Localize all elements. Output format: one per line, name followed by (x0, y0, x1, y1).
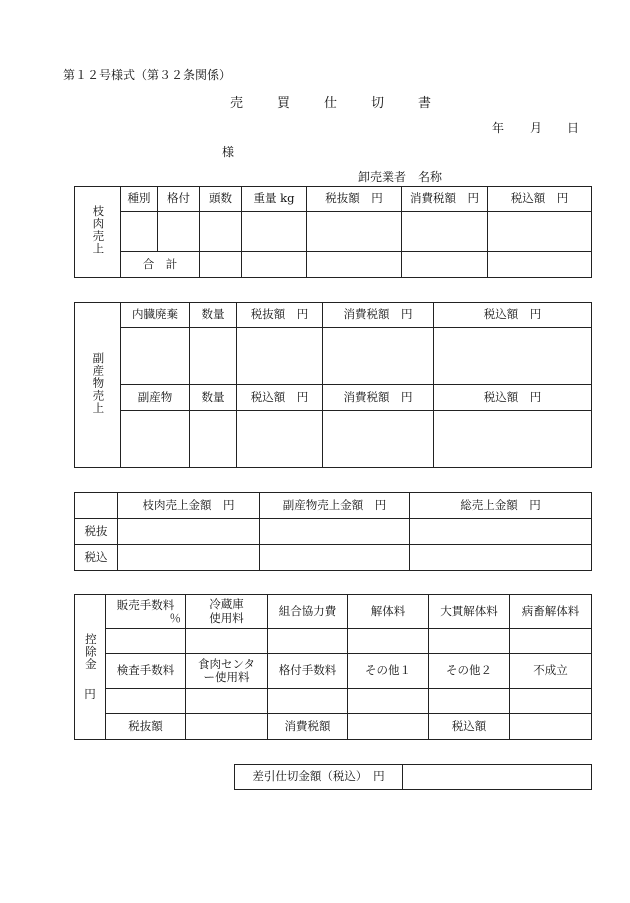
col-header-cooperative-fee: 組合協力費 (268, 595, 348, 629)
net-settlement-table (234, 764, 592, 790)
date-year: 年 (492, 121, 505, 135)
col-header-total-sales-amount: 総売上金額 円 (410, 493, 592, 519)
date-month: 月 (530, 121, 543, 135)
col-header-consumption-tax: 消費税額 円 (402, 187, 488, 212)
row-label-pre-tax: 税抜 (75, 519, 118, 545)
title-char: 買 (277, 96, 291, 111)
cell[interactable] (242, 252, 307, 278)
addressee-sama: 様 (222, 145, 235, 159)
cell[interactable] (242, 212, 307, 252)
cell[interactable] (348, 629, 429, 654)
carcass-sales-table (74, 186, 592, 278)
cell[interactable] (118, 545, 260, 571)
cell[interactable] (348, 688, 429, 713)
deductions-side-label: 控除金 円 (75, 595, 106, 740)
cell[interactable] (106, 688, 186, 713)
col-header-type: 種別 (121, 187, 158, 212)
col-header-failed-sale: 不成立 (510, 654, 592, 688)
cell[interactable] (429, 688, 510, 713)
date-day: 日 (567, 121, 580, 135)
cell[interactable] (158, 212, 200, 252)
col-header-quantity: 数量 (190, 303, 237, 328)
cell[interactable] (121, 212, 158, 252)
total-label: 合 計 (121, 252, 200, 278)
cell[interactable] (200, 212, 242, 252)
col-header-refrigerator-fee: 冷蔵庫 使用料 (186, 595, 268, 629)
deductions-table (74, 594, 592, 740)
col-header-quantity: 数量 (190, 385, 237, 410)
byproduct-side-label: 副産物売上 (75, 303, 121, 468)
cell[interactable] (268, 688, 348, 713)
cell[interactable] (260, 519, 410, 545)
col-header-offal-discard: 内臓廃棄 (121, 303, 190, 328)
sales-totals-table (74, 492, 592, 571)
cell[interactable] (190, 328, 237, 385)
cell[interactable] (106, 629, 186, 654)
col-header-large-dismantling-fee: 大貫解体料 (429, 595, 510, 629)
col-header-carcass-sales-amount: 枝肉売上金額 円 (118, 493, 260, 519)
cell[interactable] (186, 688, 268, 713)
col-header-tax-incl: 税込額 円 (434, 385, 592, 410)
cell[interactable] (323, 328, 434, 385)
col-header-sales-commission: 販売手数料 ％ (106, 595, 186, 629)
label-consumption-tax: 消費税額 (268, 713, 348, 739)
form-number: 第１２号様式（第３２条関係） (63, 68, 232, 82)
cell[interactable] (237, 410, 323, 467)
col-header-grading-fee: 格付手数料 (268, 654, 348, 688)
title-char: 切 (371, 96, 385, 111)
cell[interactable] (186, 629, 268, 654)
title-char: 売 (230, 96, 244, 111)
col-header-tax-incl: 税込額 円 (237, 385, 323, 410)
cell[interactable] (323, 410, 434, 467)
col-header-dismantling-fee: 解体料 (348, 595, 429, 629)
label-pre-tax: 税抜額 (106, 713, 186, 739)
cell[interactable] (118, 519, 260, 545)
cell[interactable] (121, 328, 190, 385)
cell[interactable] (260, 545, 410, 571)
col-header-consumption-tax: 消費税額 円 (323, 303, 434, 328)
cell[interactable] (434, 410, 592, 467)
row-label-tax-incl: 税込 (75, 545, 118, 571)
cell[interactable] (268, 629, 348, 654)
col-header-byproduct: 副産物 (121, 385, 190, 410)
col-header-byproduct-sales-amount: 副産物売上金額 円 (260, 493, 410, 519)
col-header-pre-tax: 税抜額 円 (307, 187, 402, 212)
col-header-inspection-fee: 検査手数料 (106, 654, 186, 688)
cell[interactable] (186, 713, 268, 739)
cell[interactable] (237, 328, 323, 385)
col-header-tax-incl: 税込額 円 (434, 303, 592, 328)
cell[interactable] (410, 545, 592, 571)
cell[interactable] (307, 252, 402, 278)
corner-cell (75, 493, 118, 519)
cell[interactable] (510, 629, 592, 654)
byproduct-sales-table (74, 302, 592, 468)
label-tax-incl: 税込額 (429, 713, 510, 739)
col-header-tax-incl: 税込額 円 (488, 187, 592, 212)
cell[interactable] (121, 410, 190, 467)
name-label: 名称 (418, 170, 443, 184)
col-header-sick-animal-dismantling-fee: 病畜解体料 (510, 595, 592, 629)
cell[interactable] (348, 713, 429, 739)
cell[interactable] (190, 410, 237, 467)
cell[interactable] (488, 252, 592, 278)
col-header-other-2: その他２ (429, 654, 510, 688)
cell[interactable] (510, 688, 592, 713)
cell[interactable] (429, 629, 510, 654)
cell[interactable] (402, 212, 488, 252)
title-char: 仕 (324, 96, 338, 111)
cell[interactable] (200, 252, 242, 278)
net-settlement-value[interactable] (403, 765, 592, 790)
net-settlement-label: 差引仕切金額（税込） 円 (235, 765, 403, 790)
cell[interactable] (402, 252, 488, 278)
cell[interactable] (410, 519, 592, 545)
col-header-consumption-tax: 消費税額 円 (323, 385, 434, 410)
col-header-grade: 格付 (158, 187, 200, 212)
col-header-pre-tax: 税抜額 円 (237, 303, 323, 328)
document-title (230, 92, 465, 111)
cell[interactable] (488, 212, 592, 252)
cell[interactable] (307, 212, 402, 252)
col-header-meat-center-fee: 食肉センタ ー使用料 (186, 654, 268, 688)
col-header-weight: 重量 kg (242, 187, 307, 212)
cell[interactable] (510, 713, 592, 739)
wholesaler-label: 卸売業者 (358, 170, 407, 184)
col-header-head-count: 頭数 (200, 187, 242, 212)
title-char: 書 (418, 96, 432, 111)
col-header-other-1: その他１ (348, 654, 429, 688)
cell[interactable] (434, 328, 592, 385)
carcass-sales-side-label: 枝肉売上 (75, 187, 121, 278)
